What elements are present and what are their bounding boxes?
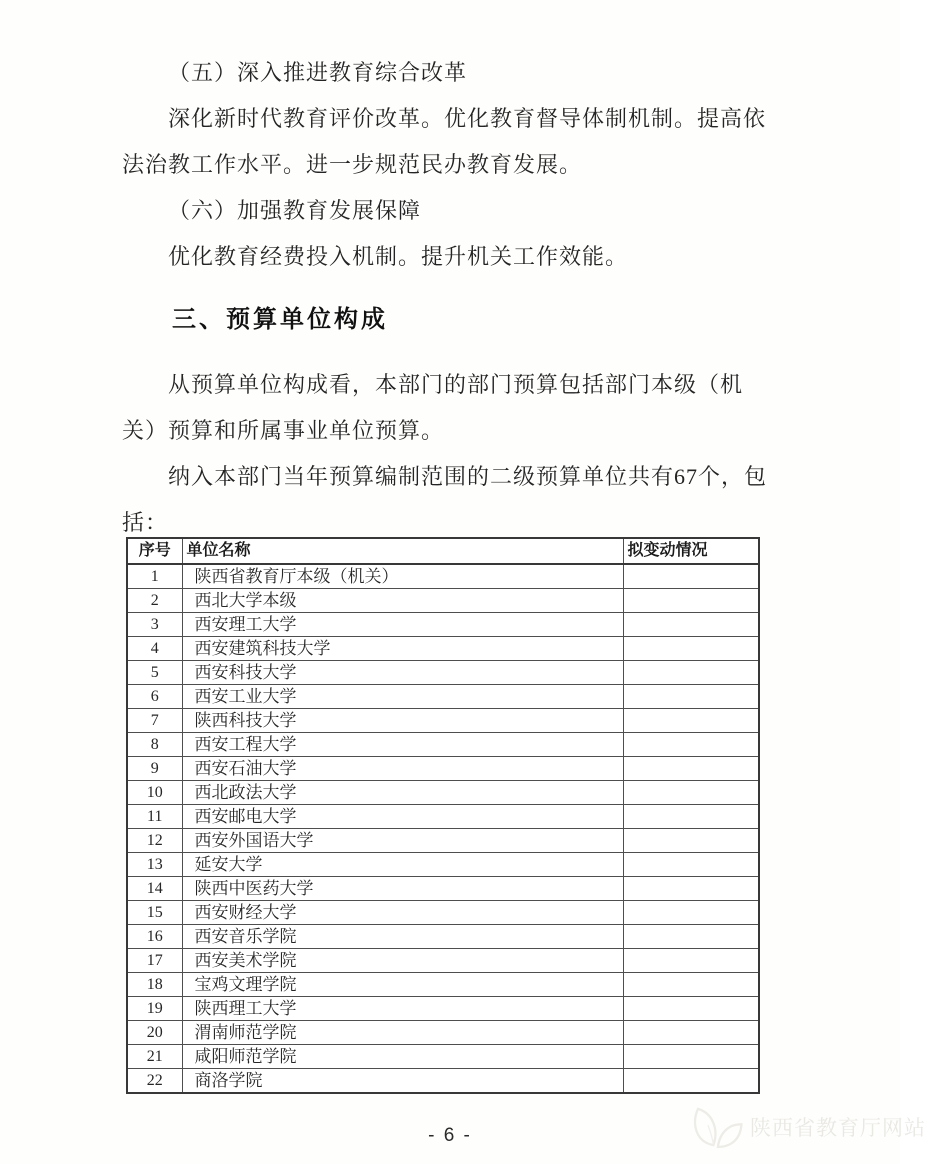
unit-number-cell: 2: [127, 589, 182, 613]
table-body: [127, 564, 759, 1093]
unit-name-cell: 陕西科技大学: [182, 709, 623, 733]
unit-number-cell: 11: [127, 805, 182, 829]
table-row: [127, 613, 759, 637]
unit-name-cell: 西安财经大学: [182, 901, 623, 925]
unit-number-cell: 13: [127, 853, 182, 877]
paragraph-line: （六）加强教育发展保障: [168, 198, 422, 223]
unit-change-cell: [623, 997, 759, 1021]
table-row: [127, 733, 759, 757]
budget-units-table: [126, 537, 760, 1094]
unit-change-cell: [623, 853, 759, 877]
paragraph-line: 深化新时代教育评价改革。优化教育督导体制机制。提高依: [168, 106, 767, 131]
unit-number-cell: 7: [127, 709, 182, 733]
unit-name-cell: 西安工业大学: [182, 685, 623, 709]
unit-name-cell: 西安理工大学: [182, 613, 623, 637]
unit-number-cell: 9: [127, 757, 182, 781]
unit-name-cell: 咸阳师范学院: [182, 1045, 623, 1069]
unit-change-cell: [623, 757, 759, 781]
table-row: [127, 589, 759, 613]
page-number: - 6 -: [428, 1125, 472, 1146]
unit-number-cell: 12: [127, 829, 182, 853]
paragraph-line: 优化教育经费投入机制。提升机关工作效能。: [168, 244, 629, 269]
unit-number-cell: 21: [127, 1045, 182, 1069]
unit-change-cell: [623, 613, 759, 637]
table-row: [127, 709, 759, 733]
unit-name-cell: 宝鸡文理学院: [182, 973, 623, 997]
unit-name-cell: 陕西中医药大学: [182, 877, 623, 901]
section-heading: 三、预算单位构成: [172, 306, 388, 333]
unit-name-cell: 西安石油大学: [182, 757, 623, 781]
table-row: [127, 949, 759, 973]
unit-change-cell: [623, 564, 759, 589]
unit-name-cell: 西北政法大学: [182, 781, 623, 805]
unit-change-cell: [623, 829, 759, 853]
unit-number-cell: 6: [127, 685, 182, 709]
table-header-row: [127, 538, 759, 564]
unit-change-cell: [623, 1069, 759, 1094]
table-header-change: 拟变动情况: [623, 538, 759, 564]
unit-name-cell: 陕西省教育厅本级（机关）: [182, 564, 623, 589]
table-row: [127, 853, 759, 877]
unit-change-cell: [623, 661, 759, 685]
table-row: [127, 997, 759, 1021]
table-row: [127, 805, 759, 829]
unit-change-cell: [623, 733, 759, 757]
unit-number-cell: 5: [127, 661, 182, 685]
paragraphs-top: [122, 50, 768, 280]
paragraph-line: 括：: [122, 510, 169, 535]
paragraph-line: 关）预算和所属事业单位预算。: [122, 418, 445, 443]
unit-number-cell: 8: [127, 733, 182, 757]
paragraph-line: 法治教工作水平。进一步规范民办教育发展。: [122, 152, 583, 177]
unit-number-cell: 14: [127, 877, 182, 901]
unit-number-cell: 3: [127, 613, 182, 637]
unit-name-cell: 西安美术学院: [182, 949, 623, 973]
unit-change-cell: [623, 1045, 759, 1069]
table-row: [127, 1021, 759, 1045]
unit-name-cell: 延安大学: [182, 853, 623, 877]
table-row: [127, 1069, 759, 1094]
paragraphs-mid: [122, 362, 768, 546]
unit-number-cell: 17: [127, 949, 182, 973]
unit-number-cell: 16: [127, 925, 182, 949]
unit-number-cell: 4: [127, 637, 182, 661]
unit-number-cell: 19: [127, 997, 182, 1021]
unit-name-cell: 渭南师范学院: [182, 1021, 623, 1045]
paragraph-line: 纳入本部门当年预算编制范围的二级预算单位共有67个，包: [168, 464, 768, 489]
table-row: [127, 901, 759, 925]
unit-name-cell: 西安建筑科技大学: [182, 637, 623, 661]
unit-change-cell: [623, 637, 759, 661]
unit-change-cell: [623, 877, 759, 901]
table-row: [127, 781, 759, 805]
table-row: [127, 661, 759, 685]
unit-number-cell: 20: [127, 1021, 182, 1045]
table-row: [127, 637, 759, 661]
table-row: [127, 685, 759, 709]
unit-name-cell: 西安工程大学: [182, 733, 623, 757]
unit-number-cell: 10: [127, 781, 182, 805]
unit-name-cell: 商洛学院: [182, 1069, 623, 1094]
table-row: [127, 925, 759, 949]
unit-name-cell: 西安邮电大学: [182, 805, 623, 829]
table-row: [127, 564, 759, 589]
paragraph-line: （五）深入推进教育综合改革: [168, 60, 468, 85]
table-row: [127, 877, 759, 901]
unit-name-cell: 西安音乐学院: [182, 925, 623, 949]
unit-change-cell: [623, 589, 759, 613]
table-row: [127, 829, 759, 853]
paragraph-line: 从预算单位构成看，本部门的部门预算包括部门本级（机: [168, 372, 744, 397]
table-header-name: 单位名称: [182, 538, 623, 564]
unit-number-cell: 18: [127, 973, 182, 997]
table-header-no: 序号: [127, 538, 182, 564]
unit-number-cell: 15: [127, 901, 182, 925]
unit-change-cell: [623, 973, 759, 997]
unit-name-cell: 西安外国语大学: [182, 829, 623, 853]
table-row: [127, 757, 759, 781]
unit-number-cell: 22: [127, 1069, 182, 1094]
unit-change-cell: [623, 709, 759, 733]
unit-change-cell: [623, 949, 759, 973]
unit-change-cell: [623, 901, 759, 925]
unit-change-cell: [623, 685, 759, 709]
unit-name-cell: 西安科技大学: [182, 661, 623, 685]
unit-number-cell: 1: [127, 564, 182, 589]
unit-name-cell: 西北大学本级: [182, 589, 623, 613]
unit-change-cell: [623, 925, 759, 949]
unit-name-cell: 陕西理工大学: [182, 997, 623, 1021]
unit-change-cell: [623, 781, 759, 805]
unit-change-cell: [623, 805, 759, 829]
watermark-text: 陕西省教育厅网站: [750, 1117, 926, 1140]
table-row: [127, 1045, 759, 1069]
unit-change-cell: [623, 1021, 759, 1045]
table-row: [127, 973, 759, 997]
